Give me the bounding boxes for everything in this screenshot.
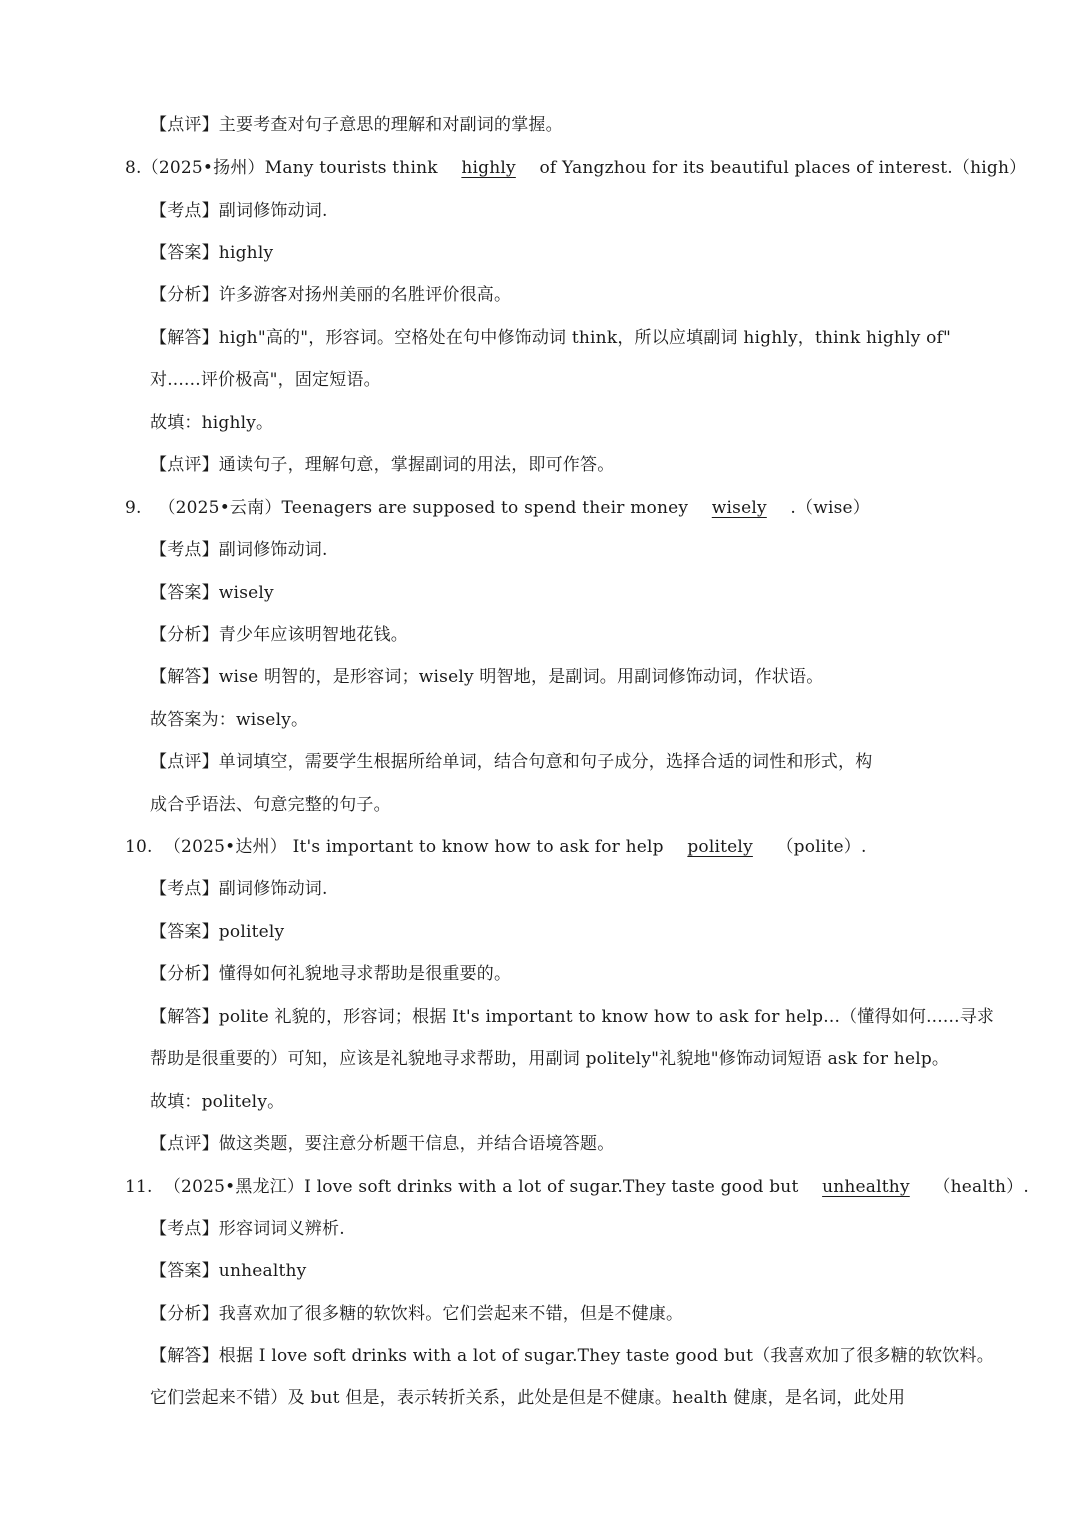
answer: 【答案】politely: [150, 922, 285, 942]
answer-blank: unhealthy: [822, 1177, 910, 1197]
question-source: （2025•黑龙江）: [163, 1177, 305, 1197]
question-number: 11.: [125, 1177, 153, 1197]
question-text-end: of Yangzhou for its beautiful places of interest.（high）: [539, 158, 1027, 178]
review-note: 【点评】通读句子，理解句意，掌握副词的用法，即可作答。: [150, 455, 615, 475]
question-text: Teenagers are supposed to spend their money: [281, 498, 689, 518]
analysis: 【分析】许多游客对扬州美丽的名胜评价很高。: [150, 285, 512, 305]
knowledge-point: 【考点】副词修饰动词.: [150, 540, 328, 560]
question-8: [125, 156, 1026, 180]
solution-continued: 帮助是很重要的）可知，应该是礼貌地寻求帮助，用副词 politely"礼貌地"修饰动词短语 ask for help。: [150, 1049, 950, 1069]
answer-blank: wisely: [711, 498, 767, 518]
solution-continued: 对......评价极高"，固定短语。: [150, 370, 381, 390]
solution: 【解答】wise 明智的，是形容词；wisely 明智地，是副词。用副词修饰动词，作状语。: [150, 667, 824, 687]
review-note: 【点评】做这类题，要注意分析题干信息，并结合语境答题。: [150, 1134, 615, 1154]
solution: 【解答】high"高的"，形容词。空格处在句中修饰动词 think，所以应填副词 highly，think highly of": [150, 328, 952, 348]
solution: 【解答】根据 I love soft drinks with a lot of sugar.They taste good but（我喜欢加了很多糖的软饮料。: [150, 1346, 994, 1366]
question-number: 9.: [125, 498, 142, 518]
question-text-end: （polite）.: [776, 837, 867, 857]
question-number: 8.: [125, 158, 142, 178]
question-source: （2025•扬州）: [141, 158, 265, 178]
review-note: 【点评】主要考查对句子意思的理解和对副词的掌握。: [150, 115, 563, 135]
question-text: It's important to know how to ask for help: [292, 837, 664, 857]
question-10: [125, 835, 867, 859]
answer-blank: politely: [687, 837, 753, 857]
question-source: （2025•达州）: [163, 837, 287, 857]
answer: 【答案】unhealthy: [150, 1261, 307, 1281]
knowledge-point: 【考点】副词修饰动词.: [150, 201, 328, 221]
review-note-continued: 成合乎语法、句意完整的句子。: [150, 795, 391, 815]
answer: 【答案】highly: [150, 243, 274, 263]
knowledge-point: 【考点】副词修饰动词.: [150, 879, 328, 899]
question-text-end: （health）.: [933, 1177, 1029, 1197]
question-text: I love soft drinks with a lot of sugar.They taste good but: [304, 1177, 799, 1197]
fill-answer: 故填：highly。: [150, 413, 274, 433]
question-source: （2025•云南）: [158, 498, 282, 518]
question-11: [125, 1175, 1029, 1199]
fill-answer: 故答案为：wisely。: [150, 710, 309, 730]
solution: 【解答】polite 礼貌的，形容词；根据 It's important to know how to ask for help...（懂得如何......寻求: [150, 1007, 995, 1027]
review-note: 【点评】单词填空，需要学生根据所给单词，结合句意和句子成分，选择合适的词性和形式，构: [150, 752, 873, 772]
question-text: Many tourists think: [264, 158, 438, 178]
fill-answer: 故填：politely。: [150, 1092, 285, 1112]
question-9: [125, 496, 870, 520]
analysis: 【分析】青少年应该明智地花钱。: [150, 625, 408, 645]
question-number: 10.: [125, 837, 153, 857]
answer: 【答案】wisely: [150, 583, 274, 603]
analysis: 【分析】我喜欢加了很多糖的软饮料。它们尝起来不错，但是不健康。: [150, 1304, 684, 1324]
solution-continued: 它们尝起来不错）及 but 但是，表示转折关系，此处是但是不健康。health 健康，是名词，此处用: [150, 1388, 906, 1408]
analysis: 【分析】懂得如何礼貌地寻求帮助是很重要的。: [150, 964, 512, 984]
knowledge-point: 【考点】形容词词义辨析.: [150, 1219, 345, 1239]
question-text-end: .（wise）: [790, 498, 870, 518]
answer-blank: highly: [461, 158, 516, 178]
